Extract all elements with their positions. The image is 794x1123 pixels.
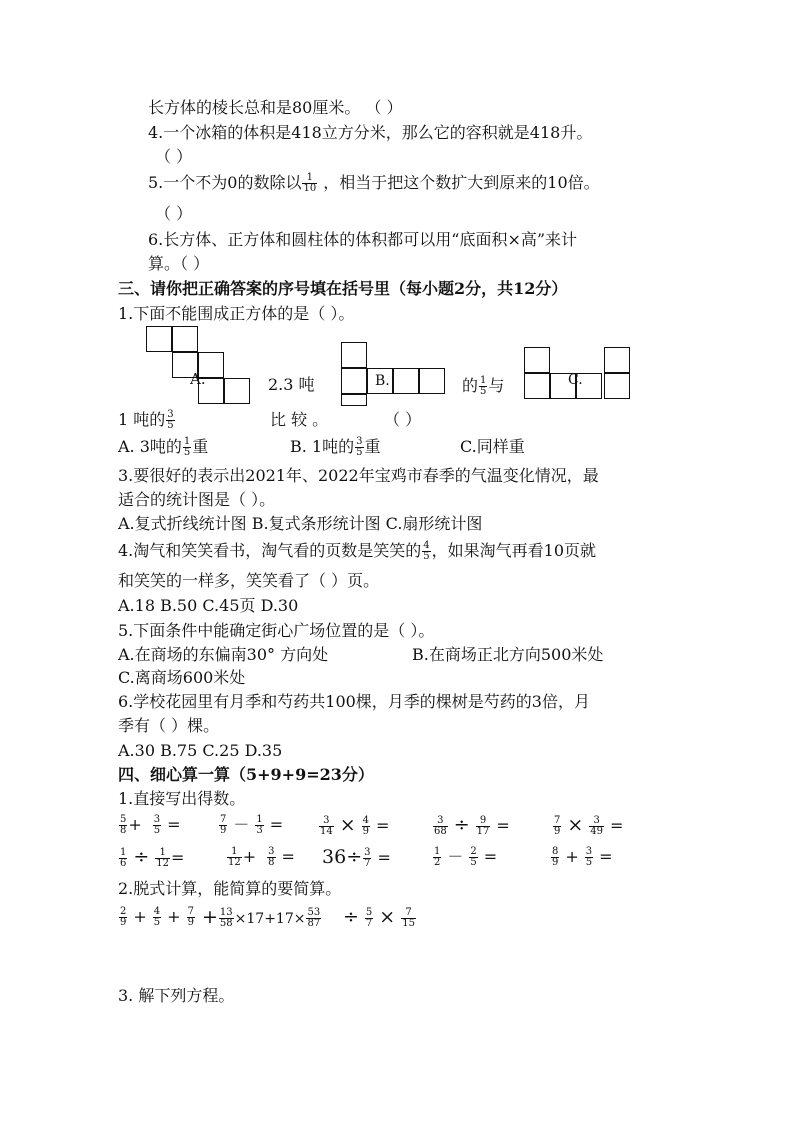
question-3-1: 1.下面不能围成正方体的是（ ）。 [118, 304, 355, 323]
q5-option-b: B.在商场正北方向500米处 [412, 645, 604, 664]
question-3-6: 6.学校花园里有月季和芍药共100棵，月季的棵树是芍药的3倍，月 [118, 692, 590, 711]
q2-option-b: B. 1吨的 $\frac{3}{5}$ 重 [290, 436, 381, 458]
question-3-2-compare: 比 较 。 [270, 410, 329, 429]
q5-option-a: A.在商场的东偏南30° 方向处 [118, 645, 329, 664]
judge-item-5-paren: （ ） [155, 204, 193, 223]
stepwise-expr-1: $\frac{2}{9}$ + $\frac{4}{5}$ + $\frac{7}{9}$ [120, 906, 194, 928]
q2-option-a: A. 3吨的 $\frac{1}{5}$ 重 [118, 436, 209, 458]
q6-options: A.30 B.75 C.25 D.35 [118, 741, 283, 760]
fraction-1-10: $\frac{1}{10}$ [303, 172, 317, 194]
judge-item-4-paren: （ ） [155, 147, 193, 166]
question-3-2-start: 2.3 吨 [268, 375, 315, 394]
calc-2-2: $\frac{1}{12}$ + $\frac{3}{8}$ = [228, 846, 295, 868]
calc-2-4: $\frac{1}{2}$ － $\frac{2}{5}$ = [434, 846, 498, 868]
judge-item-4: 4.一个冰箱的体积是418立方分米，那么它的容积就是418升。 [148, 123, 593, 142]
section-3-heading: 三、请你把正确答案的序号填在括号里（每小题2分，共12分） [118, 279, 568, 298]
q5-option-c: C.离商场600米处 [118, 668, 246, 687]
calc-2-3: 36÷ $\frac{3}{7}$ = [322, 846, 391, 869]
judge-item-3-tail: 长方体的棱长总和是80厘米。 （ ） [148, 98, 403, 117]
calc-1-3: $\frac{3}{14}$ × $\frac{4}{9}$ = [320, 814, 390, 837]
section-4-heading: 四、细心算一算（5+9+9=23分） [118, 765, 374, 784]
stepwise-expr-2: + $\frac{13}{58}$ ×17+17× $\frac{53}{87}$ [202, 906, 321, 929]
sub-1-direct: 1.直接写出得数。 [118, 789, 246, 808]
calc-2-5: $\frac{8}{9}$ + $\frac{3}{5}$ = [552, 846, 613, 868]
net-c-label: C. [568, 372, 583, 388]
question-3-3: 3.要很好的表示出2021年、2022年宝鸡市春季的气温变化情况，最 [118, 466, 599, 485]
q4-options: A.18 B.50 C.45页 D.30 [118, 596, 299, 615]
question-3-4: 4.淘气和笑笑看书，淘气看的页数是笑笑的 $\frac{4}{5}$ ，如果淘气再看10页就 [118, 540, 597, 562]
question-3-4-line2: 和笑笑的一样多，笑笑看了（ ）页。 [118, 571, 380, 590]
judge-item-6-tail: 算。（ ） [148, 254, 210, 273]
calc-1-2: $\frac{7}{9}$ － $\frac{1}{3}$ = [220, 814, 284, 836]
question-3-2-line2: 1 吨的 $\frac{3}{5}$ [118, 409, 174, 431]
question-3-2-fraction-part: 的 $\frac{1}{5}$ 与 [462, 375, 505, 397]
calc-1-5: $\frac{7}{9}$ × $\frac{3}{49}$ = [554, 814, 624, 837]
question-3-6-line2: 季有（ ）棵。 [118, 716, 220, 735]
judge-item-6: 6.长方体、正方体和圆柱体的体积都可以用“底面积×高”来计 [148, 230, 578, 249]
question-3-5: 5.下面条件中能确定街心广场位置的是（ ）。 [118, 621, 435, 640]
q3-options: A.复式折线统计图 B.复式条形统计图 C.扇形统计图 [118, 514, 483, 533]
net-b-label: B. [375, 373, 390, 389]
calc-1-1: $\frac{5}{8}$ + $\frac{3}{5}$ = [120, 814, 181, 836]
sub-2-stepwise: 2.脱式计算，能简算的要简算。 [118, 879, 342, 898]
net-a-label: A. [190, 370, 206, 388]
calc-1-4: $\frac{3}{68}$ ÷ $\frac{9}{17}$ = [434, 814, 510, 837]
question-3-3-line2: 适合的统计图是（ ）。 [118, 490, 276, 509]
q2-option-c: C.同样重 [460, 437, 525, 456]
judge-item-5: 5.一个不为0的数除以 $\frac{1}{10}$ ，相当于把这个数扩大到原来的10倍。 [148, 172, 600, 194]
stepwise-expr-3: ÷ $\frac{5}{7}$ × $\frac{7}{15}$ [343, 906, 415, 929]
calc-2-1: $\frac{1}{6}$ ÷ $\frac{1}{12}$ = [120, 846, 185, 869]
sub-3-equations: 3. 解下列方程。 [118, 986, 235, 1005]
question-3-2-paren: （ ） [384, 410, 422, 429]
